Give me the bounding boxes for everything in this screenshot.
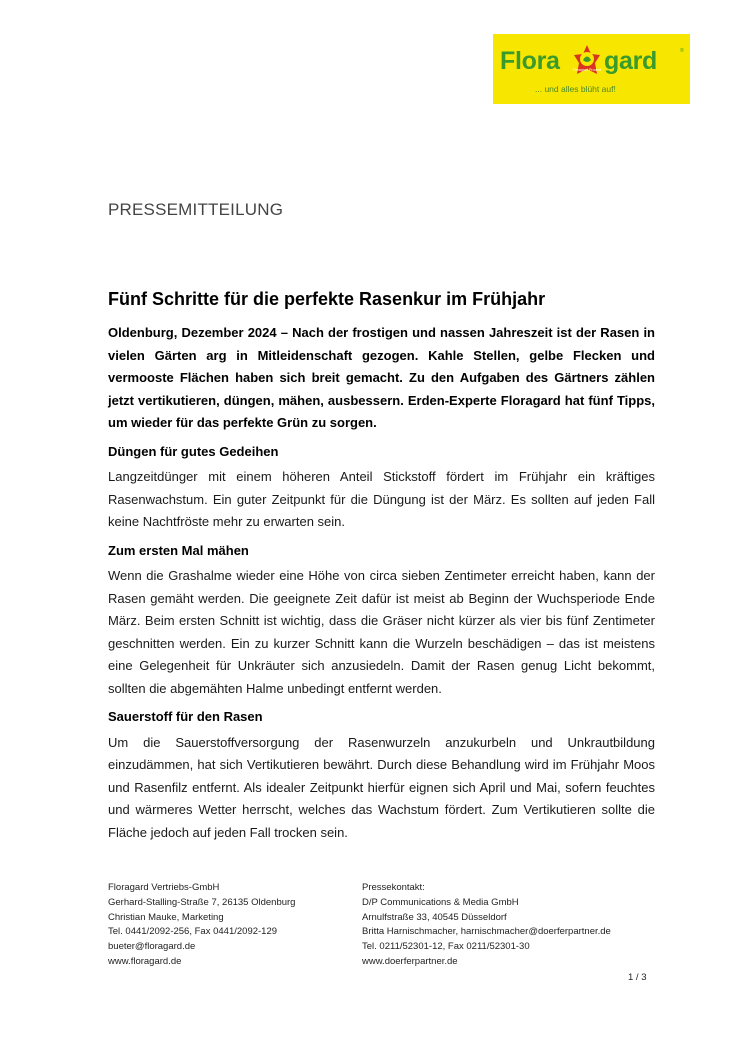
article-title: Fünf Schritte für die perfekte Rasenkur im Frühjahr bbox=[108, 289, 546, 309]
logo-tagline: ... und alles blüht auf! bbox=[535, 84, 616, 94]
section-paragraph: Wenn die Grashalme wieder eine Höhe von circa sieben Zentimeter erreicht haben, kann der Rasen gemäht werden. Die geeignete Zeit dafür ist meist ab Beginn der Wuchsperiode Ende März. Beim ersten Schnitt ist wichtig, dass die Gräser nicht kürzer als vier bis fünf Zentimeter geschnitten werden. Ein zu kurzer Schnitt kann die Wurzeln beschädigen – das ist meistens eine Gelegenheit für Unkräuter sich anzusiedeln. Damit der Rasen genug Licht bekommt, sollten die abgemähten Halme unbedingt entfernt werden. bbox=[108, 568, 655, 696]
footer-press-contact bbox=[362, 881, 611, 970]
lead-paragraph: Oldenburg, Dezember 2024 – Nach der frostigen und nassen Jahreszeit ist der Rasen in vielen Gärten arg in Mitleidenschaft gezogen. Kahle Stellen, gelbe Flecken und vermooste Flächen haben sich breit gemacht. Zu den Aufgaben des Gärtners zählen jetzt vertikutieren, düngen, mähen, ausbessern. Erden-Experte Floragard hat fünf Tipps, um wieder für das perfekte Grün zu sorgen. bbox=[108, 325, 655, 430]
footer-line: Gerhard-Stalling-Straße 7, 26135 Oldenburg bbox=[108, 896, 296, 908]
section-heading: Sauerstoff für den Rasen bbox=[108, 709, 263, 724]
footer-website-link[interactable]: www.doerferpartner.de bbox=[362, 955, 458, 967]
footer-line: Arnulfstraße 33, 40545 Düsseldorf bbox=[362, 911, 507, 923]
footer-line: Pressekontakt: bbox=[362, 882, 425, 893]
floragard-logo bbox=[493, 34, 690, 104]
section-paragraph: Langzeitdünger mit einem höheren Anteil Stickstoff fördert im Frühjahr ein kräftiges Rasenwachstum. Ein guter Zeitpunkt für die Düngung ist der März. Es sollten auf jeden Fall keine Nachtfröste mehr zu erwarten sein. bbox=[108, 469, 655, 529]
article-body bbox=[108, 322, 655, 844]
page-number: 1 / 3 bbox=[628, 972, 647, 983]
logo-word-gard: gard bbox=[604, 47, 657, 75]
registered-mark: ® bbox=[680, 48, 684, 54]
footer-email-link[interactable]: bueter@floragard.de bbox=[108, 941, 196, 953]
footer-line: Floragard Vertriebs-GmbH bbox=[108, 882, 220, 893]
flower-emblem-icon bbox=[569, 42, 605, 78]
press-release-label: PRESSEMITTEILUNG bbox=[108, 200, 284, 219]
section-heading: Zum ersten Mal mähen bbox=[108, 542, 249, 558]
section-paragraph: Um die Sauerstoffversorgung der Rasenwurzeln anzukurbeln und Unkrautbildung einzudämmen, hat sich Vertikutieren bewährt. Durch diese Behandlung wird im Frühjahr Moos und Rasenfilz entfernt. Als idealer Zeitpunkt hierfür eignen sich April und Mai, sofern feuchtes und wärmeres Wetter herrscht, welches das Wachstum fördert. Zum Vertikutieren sollte die Fläche jedoch auf jeden Fall trocken sein. bbox=[108, 734, 655, 840]
logo-word-flora: Flora bbox=[500, 47, 560, 75]
footer-line: D/P Communications & Media GmbH bbox=[362, 896, 519, 908]
section-heading: Düngen für gutes Gedeihen bbox=[108, 443, 279, 459]
svg-text:Floragard Product: Floragard Product bbox=[572, 68, 602, 72]
footer-company-contact bbox=[108, 881, 295, 970]
footer-website-link[interactable]: www.floragard.de bbox=[108, 955, 182, 967]
footer-line: Tel. 0211/52301-12, Fax 0211/52301-30 bbox=[362, 941, 530, 953]
footer-line: Tel. 0441/2092-256, Fax 0441/2092-129 bbox=[108, 926, 278, 938]
footer-email-line[interactable]: Britta Harnischmacher, harnischmacher@doerferpartner.de bbox=[362, 926, 611, 938]
footer-line: Christian Mauke, Marketing bbox=[108, 911, 224, 923]
